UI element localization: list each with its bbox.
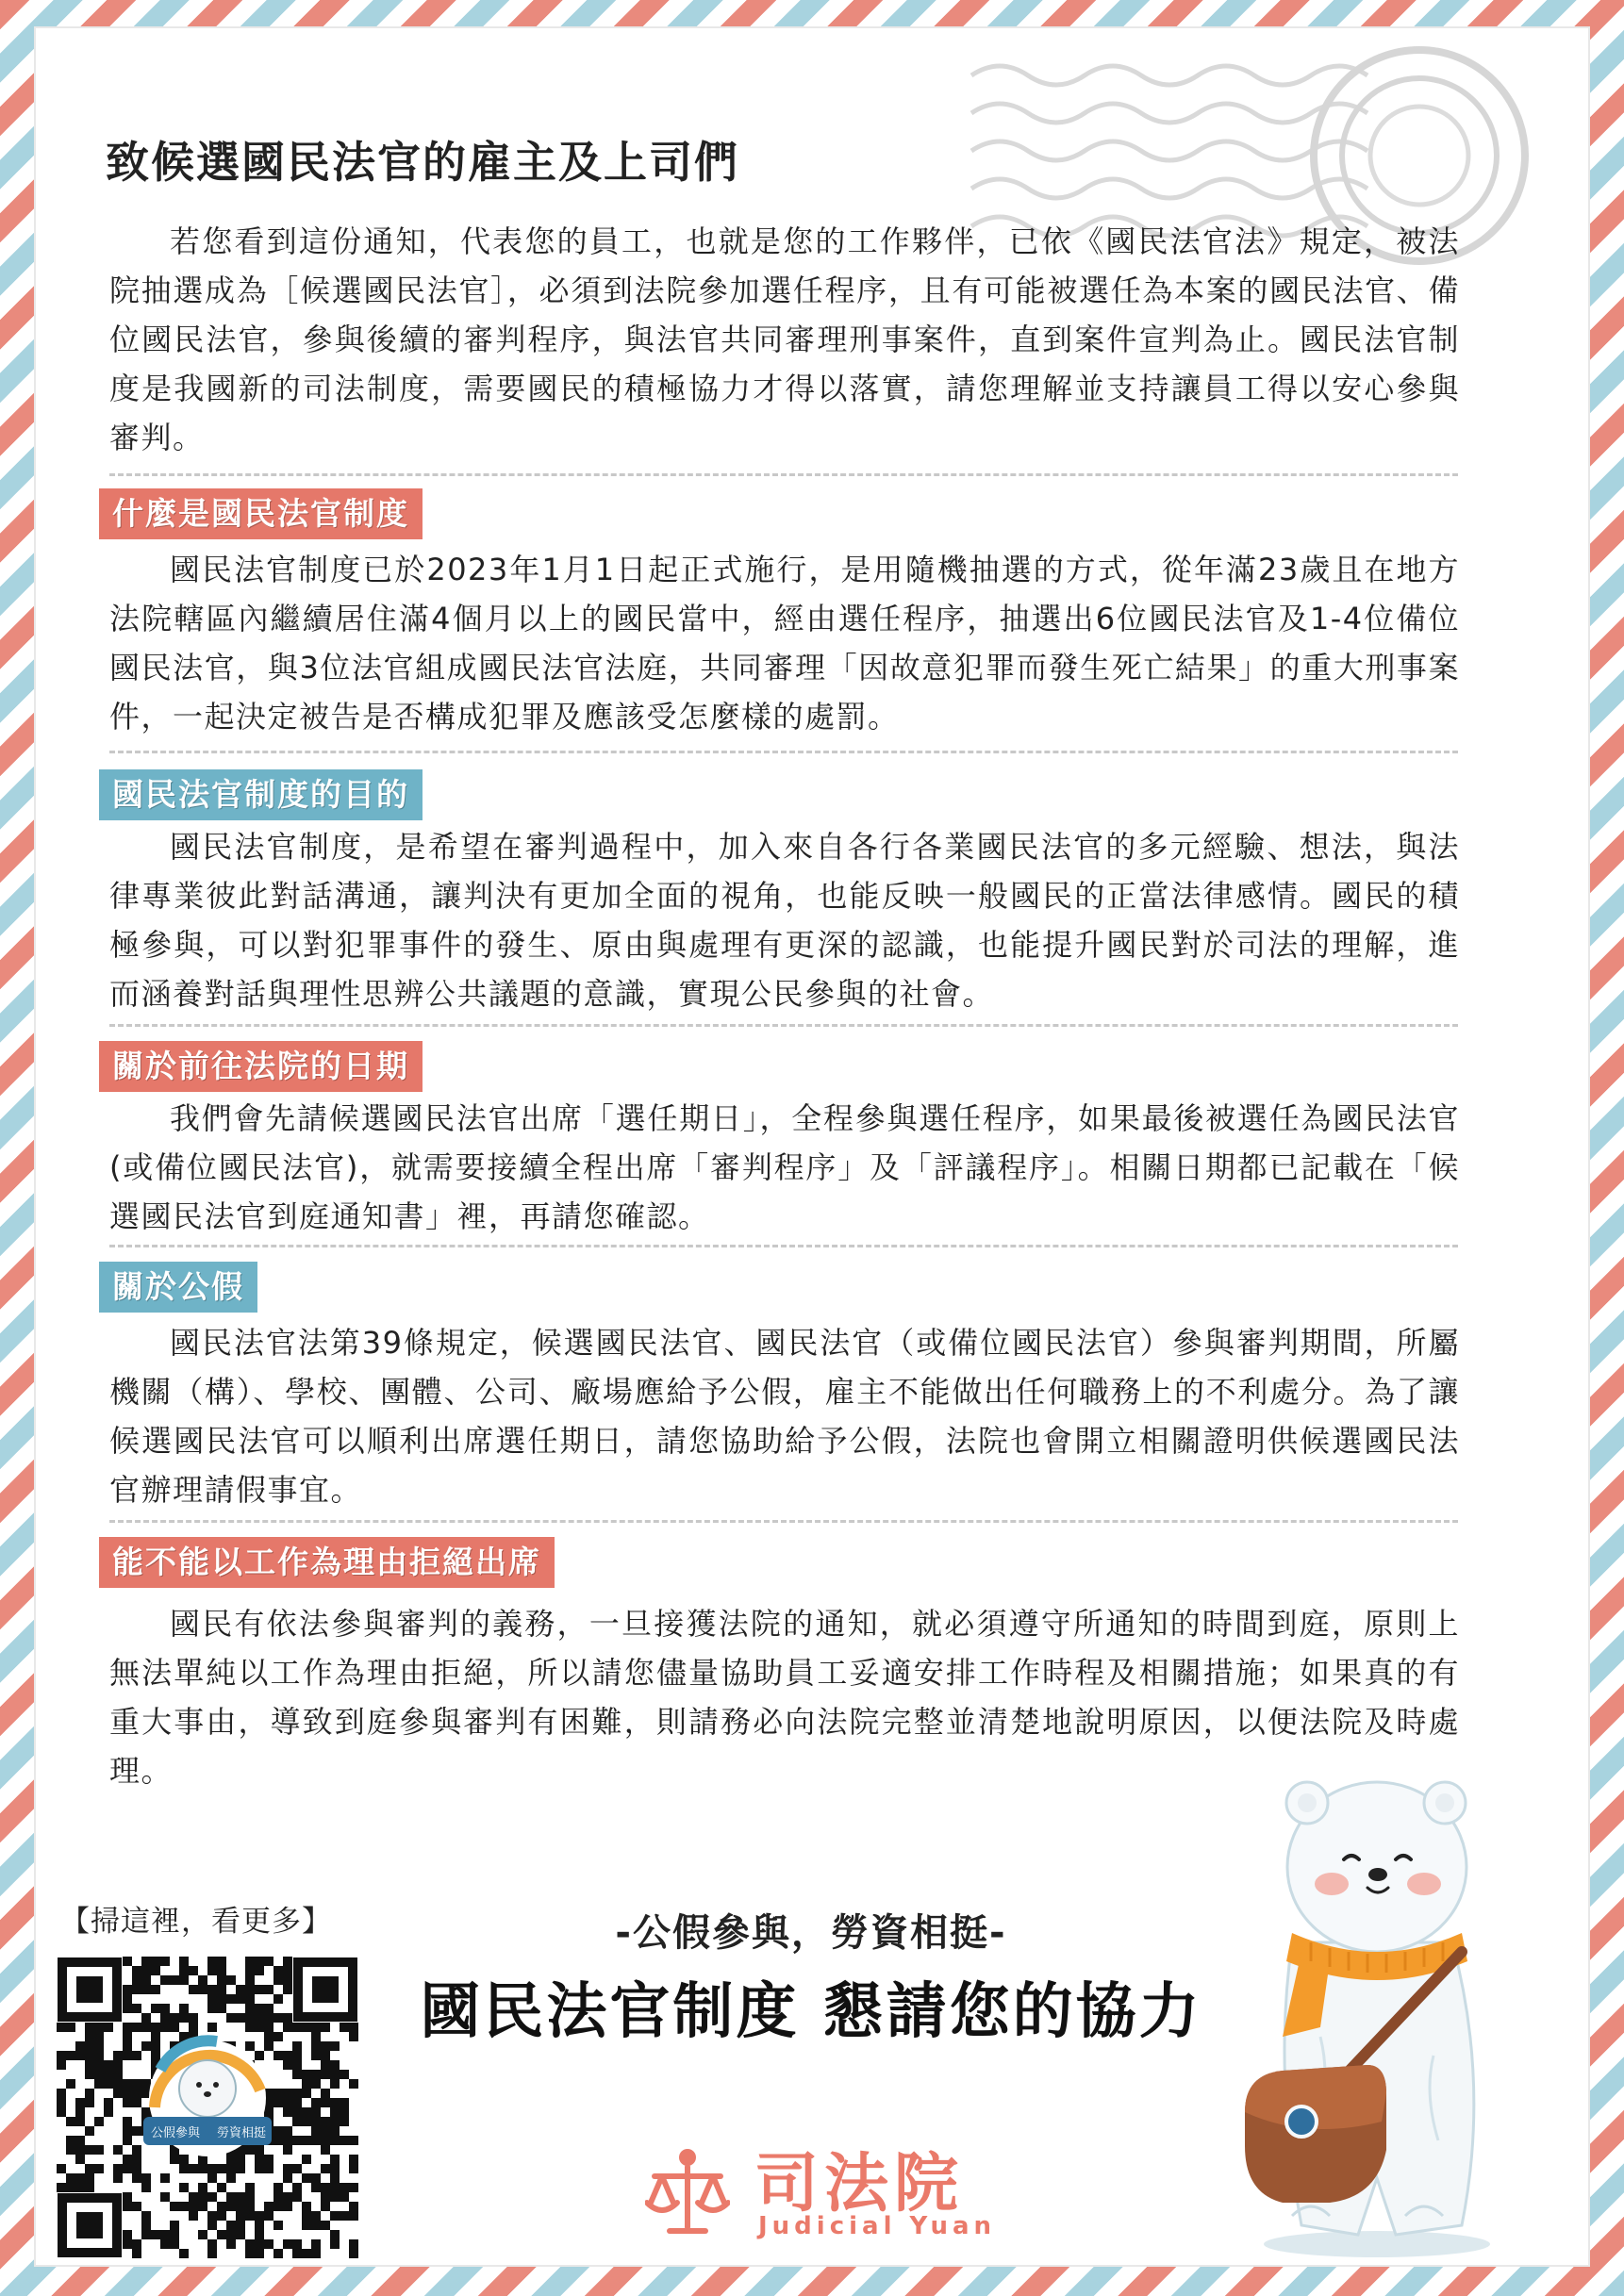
- logo-english-name: Judicial Yuan: [758, 2212, 997, 2240]
- section-heading-purpose: 國民法官制度的目的: [99, 769, 423, 820]
- section-heading-court-dates: 關於前往法院的日期: [99, 1041, 423, 1092]
- section-body-refusal: 國民有依法參與審判的義務，一旦接獲法院的通知，就必須遵守所通知的時間到庭，原則上無法單純以工作為理由拒絕，所以請您儘量協助員工妥適安排工作時程及相關措施；如果真的有重大事由，導致到庭參與審判有困難，則請務必向法院完整並清楚地說明原因，以便法院及時處理。: [109, 1606, 1460, 1789]
- section-heading-refusal: 能不能以工作為理由拒絕出席: [99, 1537, 555, 1588]
- divider: [109, 1520, 1458, 1523]
- letter-title: 致候選國民法官的雇主及上司們: [106, 137, 739, 188]
- logo-name: 司法院: [754, 2147, 965, 2222]
- polar-bear-mascot: [1226, 1754, 1518, 2263]
- section-body-court-dates: 我們會先請候選國民法官出席「選任期日」，全程參與選任程序，如果最後被選任為國民法官(或備位國民法官)，就需要接續全程出席「審判程序」及「評議程序」。相關日期都已記載在「候選國民法官到庭通知書」裡，再請您確認。: [109, 1100, 1460, 1234]
- qr-code[interactable]: [57, 1957, 358, 2258]
- section-body-what-is: 國民法官制度已於2023年1月1日起正式施行，是用隨機抽選的方式，從年滿23歲且在地方法院轄區內繼續居住滿4個月以上的國民當中，經由選任程序，抽選出6位國民法官及1-4位備位國民法官，與3位法官組成國民法官法庭，共同審理「因故意犯罪而發生死亡結果」的重大刑事案件，一起決定被告是否構成犯罪及應該受怎麼樣的處罰。: [109, 552, 1460, 735]
- intro-paragraph: 若您看到這份通知，代表您的員工，也就是您的工作夥伴，已依《國民法官法》規定，被法院抽選成為［候選國民法官］，必須到法院參加選任程序，且有可能被選任為本案的國民法官、備位國民法官，參與後續的審判程序，與法官共同審理刑事案件，直到案件宣判為止。國民法官制度是我國新的司法制度，需要國民的積極協力才得以落實，請您理解並支持讓員工得以安心參與審判。: [109, 223, 1460, 455]
- slogan: -公假參與，勞資相挺-: [615, 1911, 1007, 1955]
- divider: [109, 751, 1458, 753]
- divider: [109, 473, 1458, 476]
- section-body-leave: 國民法官法第39條規定，候選國民法官、國民法官（或備位國民法官）參與審判期間，所屬機關（構）、學校、團體、公司、廠場應給予公假，雇主不能做出任何職務上的不利處分。為了讓候選國民法官可以順利出席選任期日，請您協助給予公假，法院也會開立相關證明供候選國民法官辦理請假事宜。: [109, 1325, 1460, 1508]
- qr-badge-right: 勞資相挺: [216, 2126, 267, 2140]
- divider: [109, 1024, 1458, 1027]
- qr-badge-left: 公假參與: [150, 2126, 201, 2140]
- section-heading-what-is: 什麼是國民法官制度: [99, 488, 423, 539]
- divider: [109, 1245, 1458, 1247]
- section-heading-leave: 關於公假: [99, 1262, 257, 1313]
- scales-of-justice-icon: [645, 2144, 730, 2238]
- scan-label: 【掃這裡，看更多】: [60, 1905, 332, 1939]
- main-slogan: 國民法官制度 懇請您的協力: [420, 1977, 1202, 2047]
- judicial-yuan-logo: [645, 2140, 1041, 2244]
- section-body-purpose: 國民法官制度，是希望在審判過程中，加入來自各行各業國民法官的多元經驗、想法，與法律專業彼此對話溝通，讓判決有更加全面的視角，也能反映一般國民的正當法律感情。國民的積極參與，可以對犯罪事件的發生、原由與處理有更深的認識，也能提升國民對於司法的理解，進而涵養對話與理性思辨公共議題的意識，實現公民參與的社會。: [109, 829, 1460, 1012]
